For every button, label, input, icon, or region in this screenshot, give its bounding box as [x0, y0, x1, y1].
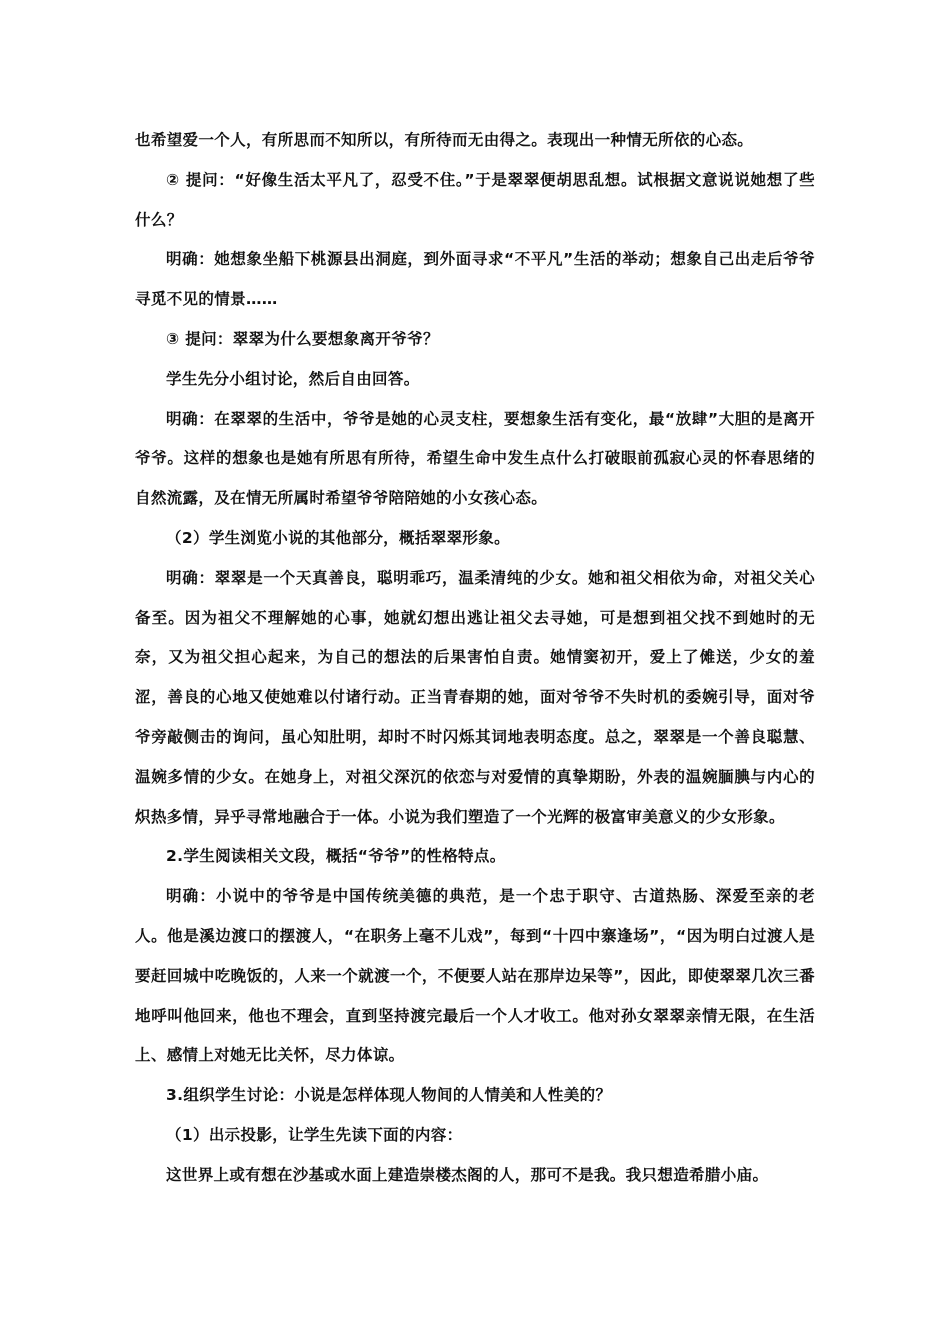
paragraph-2: ② 提问：“好像生活太平凡了，忍受不住。”于是翠翠便胡思乱想。试根据文意说说她想了些什么？ [135, 170, 815, 229]
paragraph-1: 也希望爱一个人，有所思而不知所以，有所待而无由得之。表现出一种情无所依的心态。 [135, 131, 754, 149]
paragraph-4: ③ 提问：翠翠为什么要想象离开爷爷？ [166, 329, 439, 348]
paragraph-6: 明确：在翠翠的生活中，爷爷是她的心灵支柱，要想象生活有变化，最“放肆”大胆的是离开爷爷。这样的想象也是她有所思有所待，希望生命中发生点什么打破眼前孤寂心灵的怀春思绪的自然流露，及在情无所属时希望爷爷陪陪她的小女孩心态。 [135, 409, 815, 508]
paragraph-13: 这世界上或有想在沙基或水面上建造崇楼杰阁的人，那可不是我。我只想造希腊小庙。 [166, 1165, 769, 1184]
paragraph-5: 学生先分小组讨论，然后自由回答。 [166, 369, 420, 388]
paragraph-8: 明确：翠翠是一个天真善良，聪明乖巧，温柔清纯的少女。她和祖父相依为命，对祖父关心备至。因为祖父不理解她的心事，她就幻想出逃让祖父去寻她，可是想到祖父找不到她时的无奈，又为祖父担心起来，为自己的想法的后果害怕自责。她情窦初开，爱上了傩送，少女的羞涩，善良的心地又使她难以付诸行动。正当青春期的她，面对爷爷不失时机的委婉引导，面对爷爷旁敲侧击的询问，虽心知肚明，却时不时闪烁其词地表明态度。总之，翠翠是一个善良聪慧、温婉多情的少女。在她身上，对祖父深沉的依恋与对爱情的真挚期盼，外表的温婉腼腆与内心的炽热多情，异乎寻常地融合于一体。小说为我们塑造了一个光辉的极富审美意义的少女形象。 [135, 568, 815, 826]
paragraph-12: （1）出示投影，让学生先读下面的内容： [166, 1125, 463, 1144]
paragraph-7: （2）学生浏览小说的其他部分，概括翠翠形象。 [166, 528, 510, 547]
paragraph-10: 明确：小说中的爷爷是中国传统美德的典范，是一个忠于职守、古道热肠、深爱至亲的老人。他是溪边渡口的摆渡人，“在职务上毫不儿戏”，每到“十四中寨逢场”，“因为明白过渡人是要赶回城中吃晚饭的，人来一个就渡一个，不便要人站在那岸边呆等”，因此，即使翠翠几次三番地呼叫他回来，他也不理会，直到坚持渡完最后一个人才收工。他对孙女翠翠亲情无限，在生活上、感情上对她无比关怀，尽力体谅。 [135, 887, 815, 1065]
paragraph-9: 2.学生阅读相关文段，概括“爷爷”的性格特点。 [166, 847, 506, 866]
paragraph-3: 明确：她想象坐船下桃源县出洞庭，到外面寻求“不平凡”生活的举动；想象自己出走后爷爷寻觅不见的情景…… [135, 250, 815, 309]
paragraph-11: 3.组织学生讨论：小说是怎样体现人物间的人情美和人性美的？ [166, 1086, 612, 1105]
document-body [135, 121, 815, 1196]
